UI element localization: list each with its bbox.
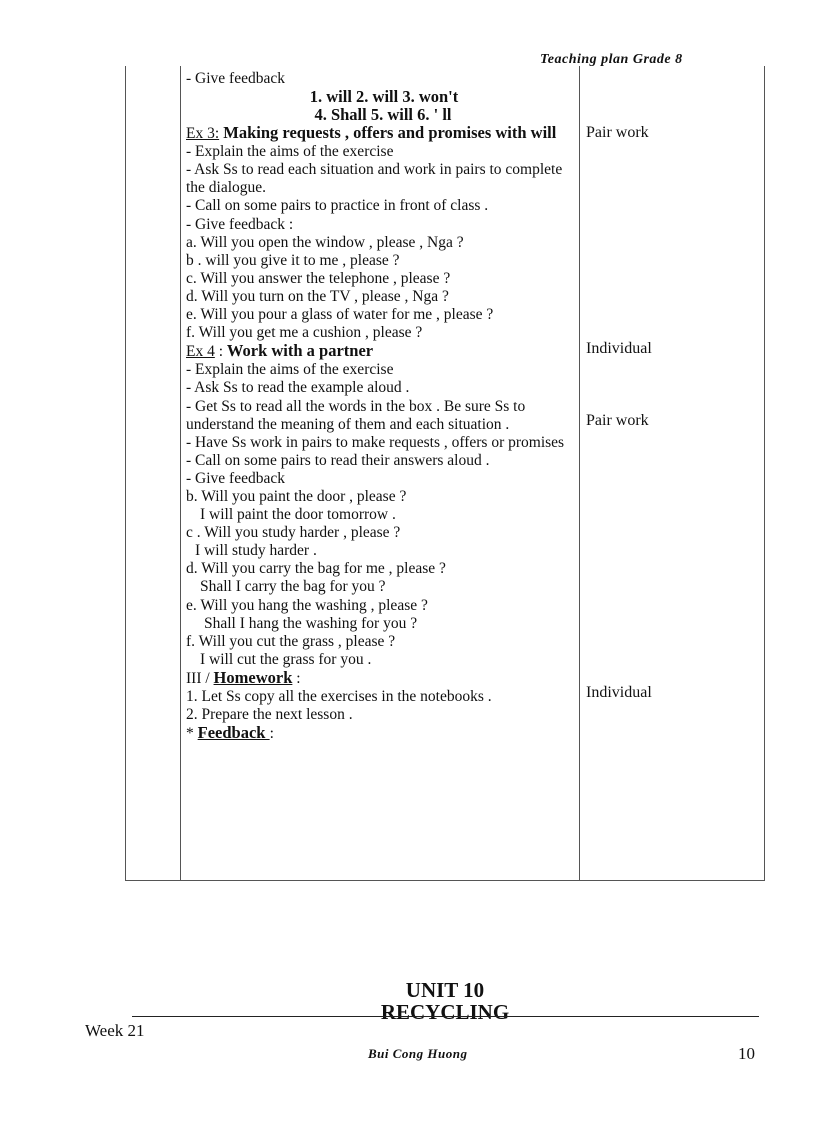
answer-line: 4. Shall 5. will 6. ' ll [314,105,452,125]
content-line: d. Will you turn on the TV , please , Nga ? [186,287,449,305]
content-line: - Explain the aims of the exercise [186,361,394,379]
exercise-heading [186,342,576,361]
interaction-label: Individual [586,340,652,357]
content-line: - Explain the aims of the exercise [186,143,394,161]
footer-rule [132,1016,759,1017]
author-name: Bui Cong Huong [368,1046,468,1061]
exercise-label: Ex 3: [186,125,220,143]
content-line: c . Will you study harder , please ? [186,524,401,542]
content-line: f. Will you cut the grass , please ? [186,632,396,650]
content-line: - Call on some pairs to practice in front of class . [186,197,489,215]
homework-heading [186,669,576,688]
exercise-heading [186,124,576,143]
homework-title: Homework [213,667,293,687]
lesson-content [186,70,576,743]
unit-title: RECYCLING [380,1000,510,1024]
content-line: e. Will you hang the washing , please ? [186,596,428,614]
week-label: Week 21 [85,1021,145,1040]
feedback-colon: : [269,725,274,743]
content-line: Shall I carry the bag for you ? [200,578,386,596]
exercise-title: Work with a partner [226,341,374,361]
interaction-label: Individual [586,684,652,701]
content-line: e. Will you pour a glass of water for me , please ? [186,306,494,324]
content-line: - Ask Ss to read the example aloud . [186,379,410,397]
content-line: I will paint the door tomorrow . [200,506,396,524]
homework-colon: : [292,669,301,687]
content-line: a. Will you open the window , please , Nga ? [186,233,464,251]
feedback-bullet: * [186,725,198,743]
feedback-title: Feedback [197,723,270,743]
content-line: 1. Let Ss copy all the exercises in the notebooks . [186,688,492,705]
content-line: - Give feedback [186,70,285,87]
content-line: - Call on some pairs to read their answers aloud . [186,451,490,469]
content-line: - Ask Ss to read each situation and work in pairs to complete the dialogue. [186,161,563,197]
section-number: III / [186,669,214,687]
header-title: Teaching plan Grade 8 [540,52,683,67]
exercise-colon: : [214,343,227,361]
content-line: b . will you give it to me , please ? [186,251,400,269]
exercise-title: Making requests , offers and promises with will [219,123,557,143]
content-line: d. Will you carry the bag for me , please ? [186,560,446,578]
content-line: - Give feedback : [186,215,294,233]
interaction-label: Pair work [586,412,649,429]
content-line: - Give feedback [186,469,285,487]
answer-line: 1. will 2. will 3. won't [309,87,459,107]
content-line: I will cut the grass for you . [200,650,372,668]
content-line: c. Will you answer the telephone , please ? [186,269,451,287]
content-line: I will study harder . [195,542,317,560]
table-divider-left [180,66,181,880]
interaction-label: Pair work [586,124,649,141]
feedback-heading [186,724,576,743]
unit-number: UNIT 10 [405,978,485,1002]
content-line: 2. Prepare the next lesson . [186,706,353,724]
content-line: f. Will you get me a cushion , please ? [186,324,423,342]
page-number: 10 [738,1044,755,1063]
exercise-label: Ex 4 [186,343,215,361]
content-line: Shall I hang the washing for you ? [204,614,418,632]
content-line: b. Will you paint the door , please ? [186,487,407,505]
content-line: - Have Ss work in pairs to make requests , offers or promises [186,433,565,451]
table-divider-right [579,66,580,880]
content-line: - Get Ss to read all the words in the box . Be sure Ss to understand the meaning of them and each situation . [186,397,526,433]
